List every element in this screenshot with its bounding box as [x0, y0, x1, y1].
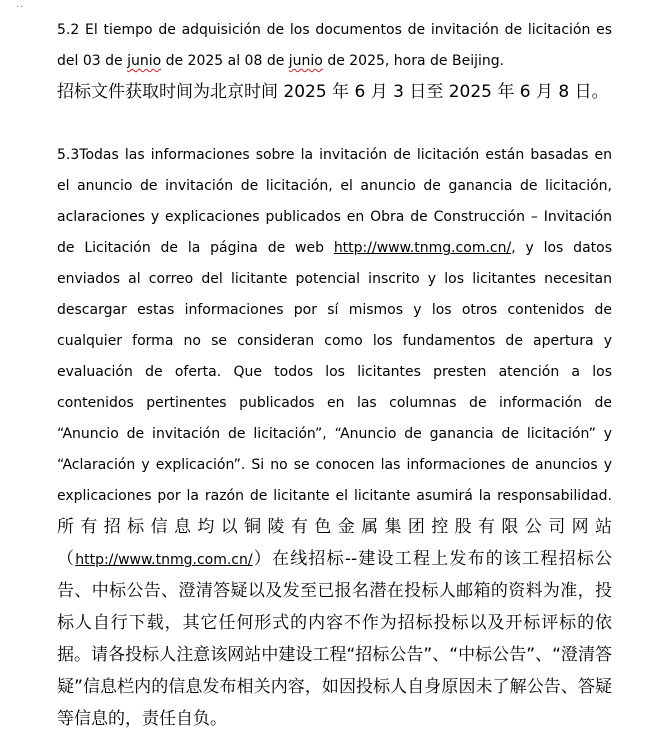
section-5-3-es-text-2: , y los datos enviados al correo del licitante potencial inscrito y los licitantes necesitan descargar estas informaciones por sí mismos y los otros contenidos de cualquier forma no se consideran como los fundamentos de apertura y evaluación de oferta. Que todos los licitantes presten atención a los contenidos pertinentes publicados en las columnas de información de “Anuncio de invitación de licitación”, “Anuncio de ganancia de licitación” y “Aclaración y explicación”. Si no se conocen las informaciones de anuncios y explicaciones por la razón de licitante el licitante asumirá la responsabilidad.: [57, 240, 612, 504]
spelling-flag-junio-2: junio: [288, 53, 323, 69]
section-5-2-spanish: [57, 15, 612, 77]
section-5-3-zh-text-1: 所有招标信息均以铜陵有色金属集团控股有限公司网站（: [57, 517, 612, 569]
corner-mark: ..: [16, 0, 25, 10]
section-5-2-es-text-2: de 2025 al 08 de: [161, 53, 289, 69]
section-5-2: [57, 15, 612, 108]
section-5-3-paragraph: [57, 140, 612, 736]
section-5-2-es-text-3: de 2025, hora de Beijing.: [322, 53, 505, 69]
section-5-3: [57, 140, 612, 736]
tnmg-website-link-1[interactable]: http://www.tnmg.com.cn/: [333, 240, 512, 256]
section-5-3-es-text-1: 5.3Todas las informaciones sobre la invitación de licitación están basadas en el anuncio de invitación de licitación, el anuncio de ganancia de licitación, aclaraciones y explicaciones publicados en Obra de Construcción – Invitación de Licitación de la página de web: [57, 147, 612, 256]
section-5-2-chinese: 招标文件获取时间为北京时间 2025 年 6 月 3 日至 2025 年 6 月 8 日。: [57, 82, 609, 102]
spelling-flag-junio-1: junio: [127, 53, 162, 69]
section-5-3-zh-text-2: ）在线招标--建设工程上发布的该工程招标公告、中标公告、澄清答疑以及发至已报名潜在投标人邮箱的资料为准，投标人自行下载，其它任何形式的内容不作为招标投标以及开标评标的依据。请各投标人注意该网站中建设工程“招标公告”、“中标公告”、“澄清答疑”信息栏内的信息发布相关内容，如因投标人自身原因未了解公告、答疑等信息的，责任自负。: [57, 549, 612, 729]
section-5-2-es-text-1: 5.2 El tiempo de adquisición de los documentos de invitación de licitación es del 03 de: [57, 22, 612, 69]
tnmg-website-link-2[interactable]: http://www.tnmg.com.cn/: [75, 552, 253, 568]
